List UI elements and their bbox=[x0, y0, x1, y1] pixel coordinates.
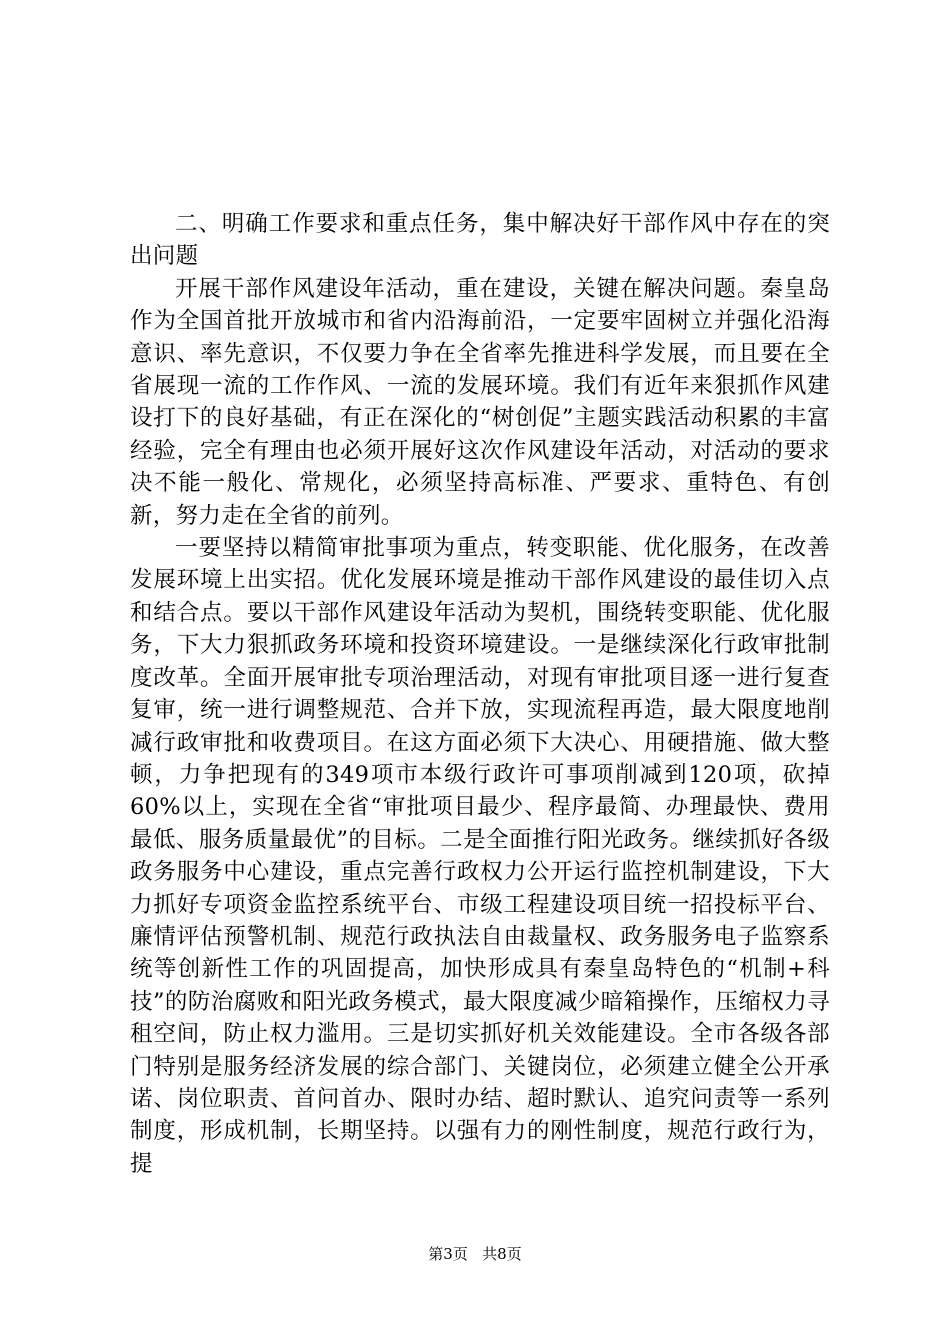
page-number: 第3页 bbox=[428, 1245, 468, 1263]
page-spacer bbox=[473, 1245, 478, 1263]
page-total: 共8页 bbox=[482, 1245, 522, 1263]
page-footer bbox=[0, 1244, 950, 1264]
section-heading-paragraph: 二、明确工作要求和重点任务，集中解决好干部作风中存在的突出问题 bbox=[130, 211, 830, 270]
body-paragraph: 开展干部作风建设年活动，重在建设，关键在解决问题。秦皇岛作为全国首批开放城市和省内沿海前沿，一定要牢固树立并强化沿海意识、率先意识，不仅要力争在全省率先推进科学发展，而且要在全省展现一流的工作作风、一流的发展环境。我们有近年来狠抓作风建设打下的良好基础，有正在深化的“树创促”主题实践活动积累的丰富经验，完全有理由也必须开展好这次作风建设年活动，对活动的要求决不能一般化、常规化，必须坚持高标准、严要求、重特色、有创新，努力走在全省的前列。 bbox=[130, 275, 830, 529]
document-body bbox=[130, 208, 830, 1180]
body-paragraph: 一要坚持以精简审批事项为重点，转变职能、优化服务，在改善发展环境上出实招。优化发展环境是推动干部作风建设的最佳切入点和结合点。要以干部作风建设年活动为契机，围绕转变职能、优化服务，下大力狠抓政务环境和投资环境建设。一是继续深化行政审批制度改革。全面开展审批专项治理活动，对现有审批项目逐一进行复查复审，统一进行调整规范、合并下放，实现流程再造，最大限度地削减行政审批和收费项目。在这方面必须下大决心、用硬措施、做大整顿，力争把现有的349项市本级行政许可事项削减到120项，砍掉60%以上，实现在全省“审批项目最少、程序最简、办理最快、费用最低、服务质量最优”的目标。二是全面推行阳光政务。继续抓好各级政务服务中心建设，重点完善行政权力公开运行监控机制建设，下大力抓好专项资金监控系统平台、市级工程建设项目统一招投标平台、廉情评估预警机制、规范行政执法自由裁量权、政务服务电子监察系统等创新性工作的巩固提高，加快形成具有秦皇岛特色的“机制+科技”的防治腐败和阳光政务模式，最大限度减少暗箱操作，压缩权力寻租空间，防止权力滥用。三是切实抓好机关效能建设。全市各级各部门特别是服务经济发展的综合部门、关键岗位，必须建立健全公开承诺、岗位职责、首问首办、限时办结、超时默认、追究问责等一系列制度，形成机制，长期坚持。以强有力的刚性制度，规范行政行为，提 bbox=[130, 535, 830, 1177]
